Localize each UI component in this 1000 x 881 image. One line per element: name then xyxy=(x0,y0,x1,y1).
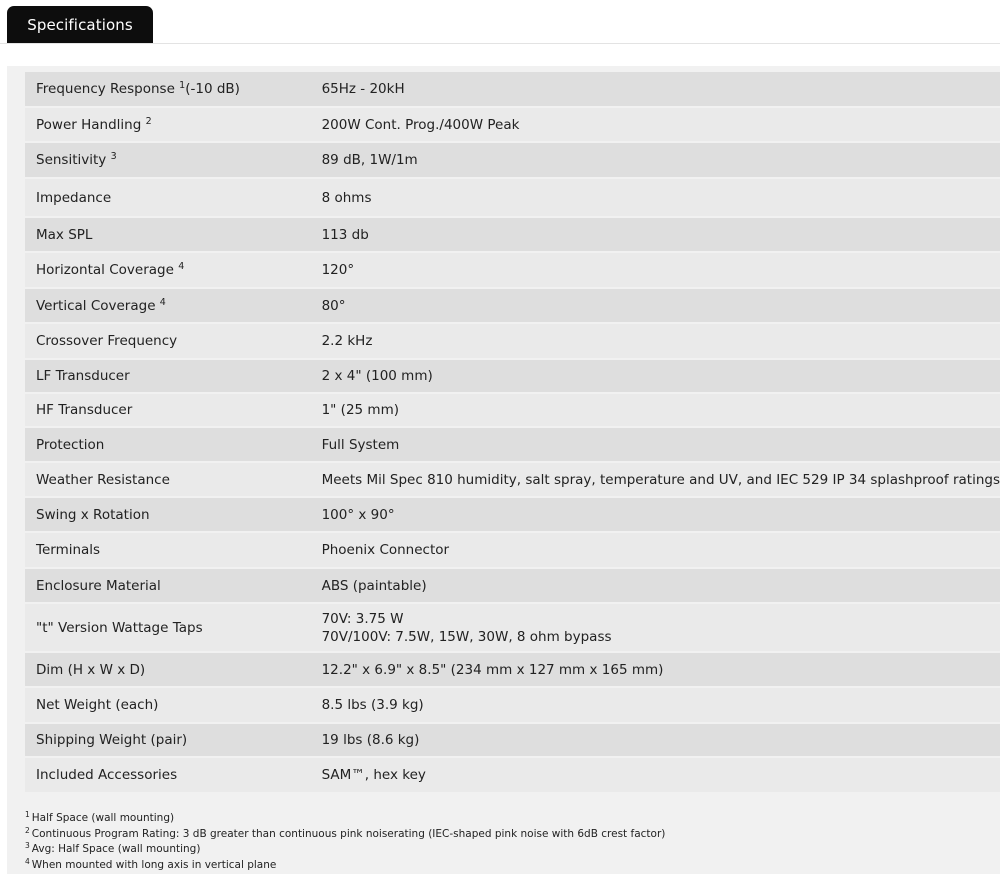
spec-value xyxy=(311,393,1000,427)
table-row xyxy=(25,142,1000,178)
spec-value-text: 200W Cont. Prog./400W Peak xyxy=(321,116,520,133)
spec-label-text: Protection xyxy=(36,436,105,453)
spec-value-text: 100° x 90° xyxy=(321,506,395,523)
footnote xyxy=(25,858,665,874)
spec-label-text: Dim (H x W x D) xyxy=(36,661,146,678)
footnote-ref: 1 xyxy=(179,80,186,91)
footnote-ref: 4 xyxy=(178,261,185,272)
spec-label xyxy=(25,723,311,757)
spec-label-text: HF Transducer xyxy=(36,402,133,418)
spec-label-text: Max SPL xyxy=(36,226,93,243)
footnote-number: 2 xyxy=(25,825,30,835)
spec-label xyxy=(25,107,311,142)
spec-value-text: 19 lbs (8.6 kg) xyxy=(321,732,420,748)
spec-value xyxy=(311,217,1000,252)
spec-label xyxy=(25,359,311,393)
tab-bar xyxy=(0,0,1000,44)
specifications-table xyxy=(25,72,1000,794)
table-row xyxy=(25,652,1000,687)
spec-value xyxy=(311,142,1000,178)
spec-value-text-line2: 70V/100V: 7.5W, 15W, 30W, 8 ohm bypass xyxy=(321,628,612,645)
spec-label-text: Net Weight (each) xyxy=(36,697,159,713)
spec-label-text: Frequency Response xyxy=(36,81,180,97)
spec-value xyxy=(311,532,1000,568)
spec-label xyxy=(25,568,311,603)
spec-value xyxy=(311,723,1000,757)
spec-label xyxy=(25,178,311,217)
spec-value-text: Phoenix Connector xyxy=(321,542,450,558)
footnote-number: 3 xyxy=(25,841,30,851)
footnote xyxy=(25,827,665,843)
spec-value xyxy=(311,568,1000,603)
footnote-text: Half Space (wall mounting) xyxy=(31,812,175,824)
spec-value-text: ABS (paintable) xyxy=(321,577,427,594)
spec-label xyxy=(25,142,311,178)
spec-label-text: Enclosure Material xyxy=(36,577,161,594)
spec-value xyxy=(311,107,1000,142)
spec-label xyxy=(25,462,311,497)
table-row xyxy=(25,462,1000,497)
spec-label-text: Sensitivity xyxy=(36,152,111,168)
spec-value-text: 2 x 4" (100 mm) xyxy=(321,368,433,384)
footnote xyxy=(25,842,665,858)
spec-value-text: SAM™, hex key xyxy=(321,767,426,783)
table-row xyxy=(25,323,1000,359)
footnote-text: Continuous Program Rating: 3 dB greater than continuous pink noiserating (IEC-shaped pink noise with 6dB crest factor) xyxy=(31,827,666,840)
table-row xyxy=(25,359,1000,393)
spec-value xyxy=(311,462,1000,497)
spec-label-suffix: (-10 dB) xyxy=(185,81,240,97)
spec-label xyxy=(25,288,311,323)
table-row xyxy=(25,288,1000,323)
spec-label xyxy=(25,687,311,723)
spec-value-text: 113 db xyxy=(321,226,369,243)
spec-value-text: Meets Mil Spec 810 humidity, salt spray, temperature and UV, and IEC 529 IP 34 splashproof ratings xyxy=(321,471,1000,488)
table-row xyxy=(25,393,1000,427)
spec-label-text: Horizontal Coverage xyxy=(36,262,179,278)
spec-value xyxy=(311,288,1000,323)
spec-value xyxy=(311,603,1000,652)
spec-label-text: LF Transducer xyxy=(36,368,130,384)
spec-value xyxy=(311,427,1000,462)
table-row xyxy=(25,178,1000,217)
spec-value xyxy=(311,178,1000,217)
spec-label xyxy=(25,323,311,359)
spec-value xyxy=(311,687,1000,723)
spec-label-text: Weather Resistance xyxy=(36,471,170,488)
footnote-text: When mounted with long axis in vertical plane xyxy=(31,858,277,871)
table-row xyxy=(25,107,1000,142)
table-row xyxy=(25,603,1000,652)
table-row xyxy=(25,217,1000,252)
footnote-ref: 3 xyxy=(110,151,117,162)
spec-value xyxy=(311,757,1000,793)
spec-value-text: 65Hz - 20kH xyxy=(321,81,405,97)
spec-label-text: Terminals xyxy=(36,542,101,558)
spec-value-text: 89 dB, 1W/1m xyxy=(321,152,418,168)
spec-value xyxy=(311,72,1000,107)
spec-label-text: Shipping Weight (pair) xyxy=(36,732,188,748)
table-row xyxy=(25,532,1000,568)
footnote-text: Avg: Half Space (wall mounting) xyxy=(31,843,201,856)
footnote-ref: 2 xyxy=(145,115,152,127)
footnotes xyxy=(25,811,665,873)
spec-label xyxy=(25,393,311,427)
spec-label-text: Included Accessories xyxy=(36,767,178,783)
spec-label xyxy=(25,217,311,252)
table-row xyxy=(25,723,1000,757)
spec-label xyxy=(25,72,311,107)
spec-value xyxy=(311,497,1000,532)
spec-label xyxy=(25,427,311,462)
spec-label xyxy=(25,532,311,568)
table-row xyxy=(25,568,1000,603)
spec-label xyxy=(25,497,311,532)
table-row xyxy=(25,252,1000,288)
spec-value-text: 12.2" x 6.9" x 8.5" (234 mm x 127 mm x 165 mm) xyxy=(321,661,664,678)
footnote-number: 1 xyxy=(25,810,30,819)
spec-label xyxy=(25,603,311,652)
spec-value xyxy=(311,252,1000,288)
table-row xyxy=(25,497,1000,532)
spec-label xyxy=(25,252,311,288)
spec-value-text: Full System xyxy=(321,436,400,453)
table-row xyxy=(25,427,1000,462)
spec-label-text: Impedance xyxy=(36,189,112,206)
spec-label-text: Swing x Rotation xyxy=(36,506,150,523)
spec-label-text: "t" Version Wattage Taps xyxy=(36,619,203,636)
spec-label-text: Power Handling xyxy=(36,116,146,133)
table-row xyxy=(25,757,1000,793)
footnote-ref: 4 xyxy=(159,296,166,308)
table-row xyxy=(25,687,1000,723)
spec-label xyxy=(25,757,311,793)
spec-value-text: 80° xyxy=(321,297,346,314)
spec-label-text: Vertical Coverage xyxy=(36,297,160,314)
spec-value-text: 2.2 kHz xyxy=(321,333,373,349)
spec-value-text: 120° xyxy=(321,262,355,278)
footnote-number: 4 xyxy=(25,856,30,866)
spec-value-text: 70V: 3.75 W xyxy=(321,610,404,627)
spec-value xyxy=(311,323,1000,359)
spec-label-text: Crossover Frequency xyxy=(36,333,178,349)
spec-value xyxy=(311,652,1000,687)
spec-value-text: 8.5 lbs (3.9 kg) xyxy=(321,697,424,713)
footnote xyxy=(25,811,665,827)
table-row xyxy=(25,72,1000,107)
spec-value-text: 8 ohms xyxy=(321,189,372,206)
tab-specifications[interactable]: Specifications xyxy=(7,6,153,43)
spec-label xyxy=(25,652,311,687)
spec-value-text: 1" (25 mm) xyxy=(321,402,399,418)
spec-value xyxy=(311,359,1000,393)
